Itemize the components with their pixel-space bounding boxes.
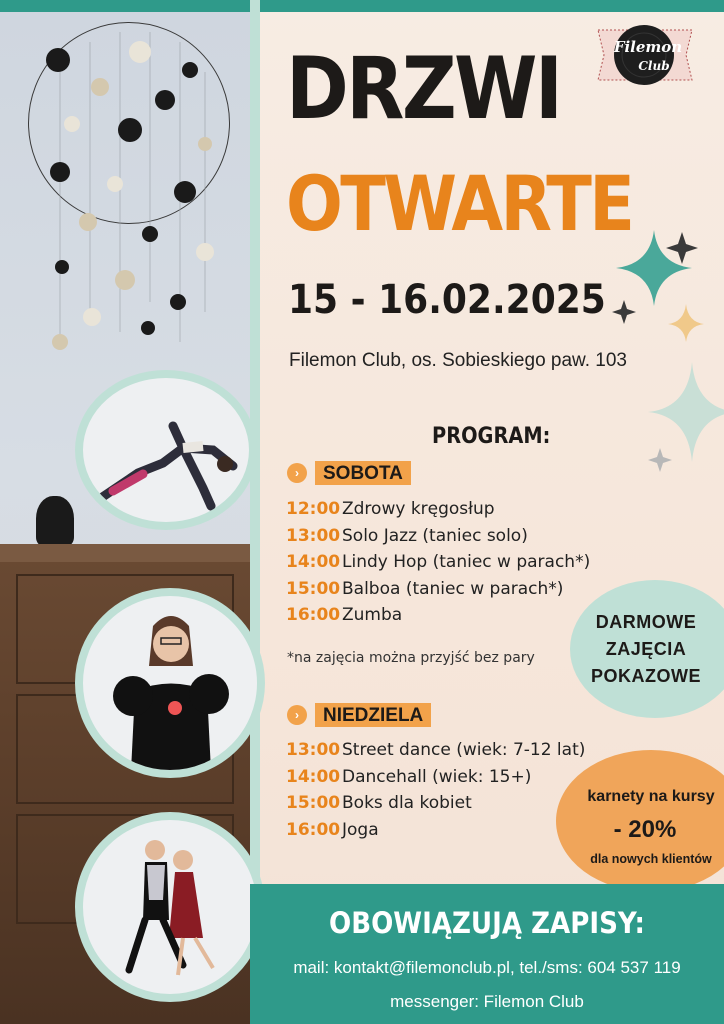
schedule-row: 13:00 Street dance (wiek: 7-12 lat) [286,740,586,761]
sunday-schedule [286,737,585,843]
schedule-row: 16:00 Zumba [286,605,403,626]
saturday-header [287,460,411,486]
program-heading: PROGRAM: [432,424,551,449]
free-classes-badge: DARMOWE ZAJĘCIA POKAZOWE [570,580,724,718]
saturday-schedule [286,496,590,629]
discount-badge [556,750,724,892]
schedule-row: 13:00 Solo Jazz (taniec solo) [286,525,528,546]
logo-text-sub: Club [638,59,670,73]
hanging-disc-mobile [0,12,250,372]
footer-heading: OBOWIĄZUJĄ ZAPISY: [329,906,645,940]
title-line-1: DRZWI [286,39,561,139]
event-address: Filemon Club, os. Sobieskiego paw. 103 [289,350,627,371]
chevron-right-circle-icon: › [287,463,307,483]
registration-footer [250,884,724,1024]
pair-note: *na zajęcia można przyjść bez pary [287,650,535,666]
schedule-row: 15:00 Balboa (taniec w parach*) [286,578,564,599]
filemon-club-logo [592,22,698,88]
schedule-row: 15:00 Boks dla kobiet [286,793,472,814]
logo-text-main: Filemon [613,38,683,56]
sparkle-star-icon [600,230,724,490]
title-line-2: OTWARTE [286,159,633,248]
schedule-row: 16:00 Joga [286,819,379,840]
schedule-row: 14:00 Dancehall (wiek: 15+) [286,766,532,787]
discount-line-1: karnety na kursy [587,788,715,805]
chevron-right-circle-icon: › [287,705,307,725]
footer-messenger: messenger: Filemon Club [390,992,584,1011]
vase [36,496,74,546]
sunday-header [287,702,431,728]
discount-percent: - 20% [613,816,677,843]
sunday-label: NIEDZIELA [315,703,431,727]
saturday-label: SOBOTA [315,461,411,485]
photo-dancing-couple [75,812,265,1002]
schedule-row: 14:00 Lindy Hop (taniec w parach*) [286,552,591,573]
footer-contact: mail: kontakt@filemonclub.pl, tel./sms: 604 537 119 [293,958,681,977]
schedule-row: 12:00 Zdrowy kręgosłup [286,499,495,520]
top-teal-bar [0,0,724,12]
photo-boxing-woman [75,588,265,778]
photo-yoga-pose [75,370,257,530]
event-date: 15 - 16.02.2025 [288,277,606,323]
discount-line-3: dla nowych klientów [590,852,712,866]
